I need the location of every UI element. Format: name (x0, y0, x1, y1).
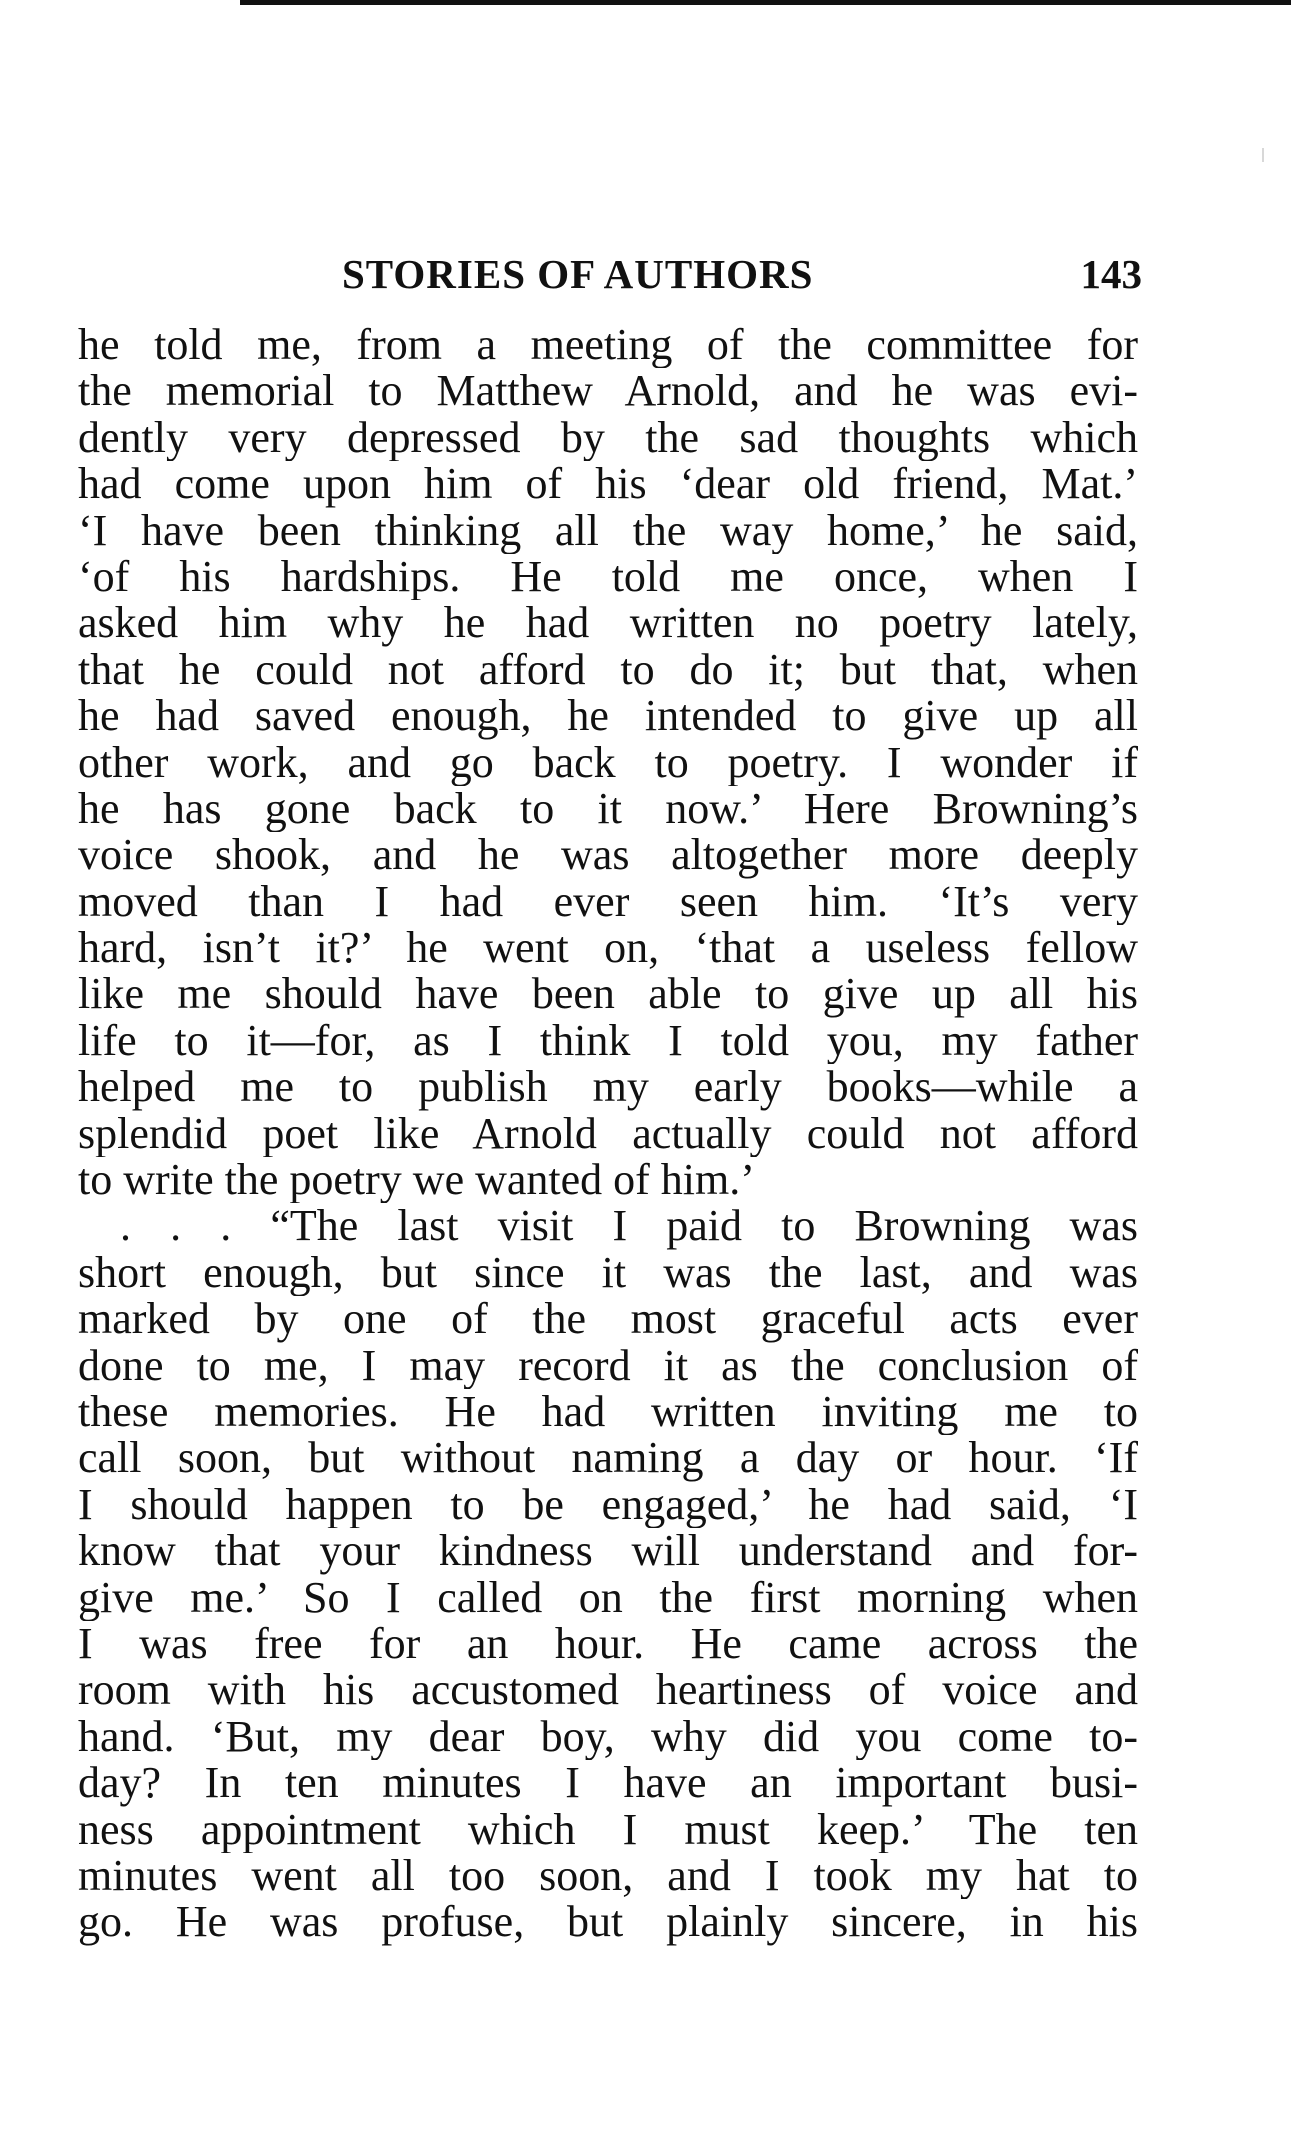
text-line: give me.’ So I called on the first morning when (78, 1574, 1138, 1621)
page-number: 143 (1080, 251, 1142, 297)
text-line: I should happen to be engaged,’ he had said, ‘I (78, 1481, 1138, 1529)
text-line: ness appointment which I must keep.’ The ten (78, 1806, 1138, 1853)
text-line-paragraph-end: to write the poetry we wanted of him.’ (78, 1157, 755, 1204)
text-line: voice shook, and he was altogether more deeply (78, 832, 1138, 879)
text-line: day? In ten minutes I have an important busi- (78, 1760, 1138, 1807)
text-line: ‘I have been thinking all the way home,’ he said, (78, 507, 1138, 554)
top-edge-rule (240, 0, 1291, 5)
text-line: the memorial to Matthew Arnold, and he was evi- (78, 368, 1138, 415)
text-line: splendid poet like Arnold actually could not afford (78, 1110, 1138, 1158)
text-line: ‘of his hardships. He told me once, when I (78, 553, 1138, 601)
text-line: had come upon him of his ‘dear old friend, Mat.’ (78, 461, 1138, 508)
text-line: he told me, from a meeting of the committee for (78, 322, 1138, 369)
body-text (78, 322, 1138, 1946)
text-line: call soon, but without naming a day or hour. ‘If (78, 1435, 1138, 1482)
text-line: done to me, I may record it as the conclusion of (78, 1342, 1138, 1389)
text-line: that he could not afford to do it; but that, when (78, 646, 1138, 694)
text-line: helped me to publish my early books—while a (78, 1064, 1138, 1111)
text-line: like me should have been able to give up all his (78, 971, 1138, 1018)
text-line: he has gone back to it now.’ Here Browning’s (78, 785, 1138, 833)
text-line: other work, and go back to poetry. I wonder if (78, 739, 1138, 786)
text-line: I was free for an hour. He came across the (78, 1620, 1138, 1668)
text-line: life to it—for, as I think I told you, my father (78, 1017, 1138, 1065)
text-line: hand. ‘But, my dear boy, why did you come to- (78, 1713, 1138, 1761)
text-line: moved than I had ever seen him. ‘It’s very (78, 878, 1138, 926)
text-line: marked by one of the most graceful acts ever (78, 1296, 1138, 1343)
running-head (82, 250, 1142, 310)
text-line: short enough, but since it was the last, and was (78, 1249, 1138, 1297)
text-line: minutes went all too soon, and I took my hat to (78, 1852, 1138, 1900)
text-line: know that your kindness will understand and for- (78, 1528, 1138, 1575)
right-margin-speck (1262, 148, 1264, 162)
text-line: asked him why he had written no poetry lately, (78, 600, 1138, 647)
running-head-title: STORIES OF AUTHORS (342, 251, 814, 297)
text-line: dently very depressed by the sad thoughts which (78, 414, 1138, 462)
text-line: go. He was profuse, but plainly sincere, in his (78, 1899, 1138, 1946)
text-line: these memories. He had written inviting me to (78, 1388, 1138, 1436)
text-line: hard, isn’t it?’ he went on, ‘that a useless fellow (78, 925, 1138, 972)
text-line-paragraph-start: . . . “The last visit I paid to Browning was (120, 1203, 1138, 1250)
text-line: room with his accustomed heartiness of voice and (78, 1667, 1138, 1714)
text-line: he had saved enough, he intended to give up all (78, 693, 1138, 740)
